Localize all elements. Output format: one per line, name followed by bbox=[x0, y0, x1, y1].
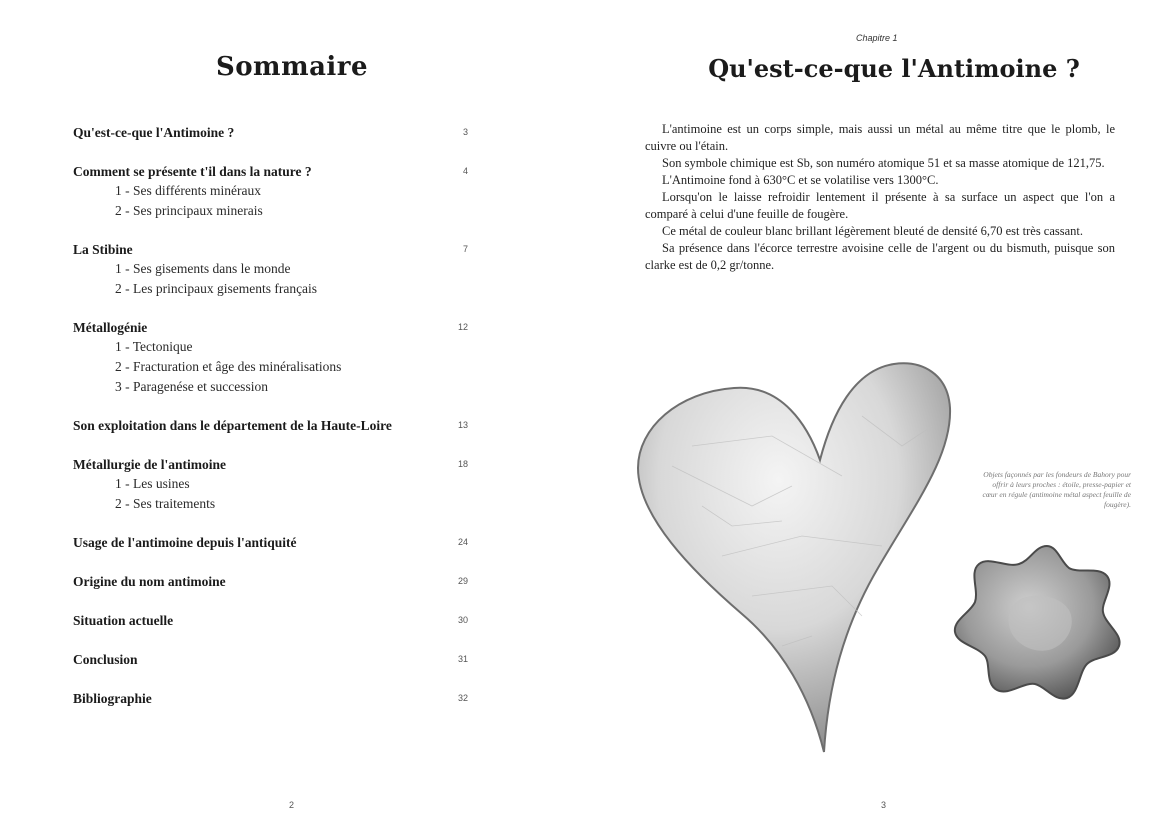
toc-entry-page: 12 bbox=[457, 322, 468, 333]
toc-entry-page: 4 bbox=[462, 166, 468, 176]
toc-entry bbox=[73, 456, 468, 474]
toc-entry-label: Métallurgie de l'antimoine bbox=[73, 457, 226, 473]
toc-entry-label: Situation actuelle bbox=[73, 613, 174, 629]
paragraph: Lorsqu'on le laisse refroidir lentement il présente à sa surface un aspect que l'on a comparé à celui d'une feuille de fougère. bbox=[645, 190, 1115, 221]
toc-entry bbox=[73, 651, 468, 669]
paragraph: Ce métal de couleur blanc brillant légèrement bleuté de densité 6,70 est très cassant. bbox=[662, 224, 1084, 238]
toc-entry bbox=[73, 319, 468, 337]
toc-entry-label: Conclusion bbox=[73, 652, 138, 668]
toc-entry-label: Usage de l'antimoine depuis l'antiquité bbox=[73, 535, 297, 551]
page-number-left: 2 bbox=[289, 800, 295, 810]
toc-subentry: 2 - Fracturation et âge des minéralisations bbox=[115, 359, 342, 374]
toc-entry-page: 30 bbox=[457, 615, 468, 626]
toc-entry bbox=[73, 534, 468, 552]
chapter-body bbox=[645, 121, 1115, 274]
toc-entry bbox=[73, 690, 468, 708]
toc-entry-page: 29 bbox=[457, 576, 468, 587]
toc-entry-page: 3 bbox=[462, 127, 468, 137]
paragraph: L'Antimoine fond à 630°C et se volatilise vers 1300°C. bbox=[662, 173, 939, 187]
toc-subentry: 1 - Tectonique bbox=[115, 339, 193, 355]
right-page bbox=[584, 0, 1168, 827]
toc-entry bbox=[73, 163, 468, 181]
toc-entry bbox=[73, 241, 468, 259]
toc-entry-label: Comment se présente t'il dans la nature ? bbox=[73, 164, 312, 179]
toc-entry bbox=[73, 417, 468, 435]
toc-entry bbox=[73, 124, 468, 142]
toc-entry-page: 24 bbox=[457, 537, 468, 548]
toc-subentry: 1 - Les usines bbox=[115, 476, 190, 492]
toc-entry-page: 32 bbox=[457, 693, 468, 704]
toc-entry bbox=[73, 612, 468, 630]
toc-subentry: 1 - Ses gisements dans le monde bbox=[115, 261, 291, 277]
toc-entry-page: 7 bbox=[462, 244, 468, 255]
toc-entry-label: Son exploitation dans le département de la Haute-Loire bbox=[73, 418, 392, 434]
page-number-right: 3 bbox=[881, 800, 887, 810]
paragraph: Son symbole chimique est Sb, son numéro atomique 51 et sa masse atomique de 121,75. bbox=[662, 156, 1105, 170]
toc-subentry: 1 - Ses différents minéraux bbox=[115, 183, 261, 198]
toc-entry-label: Origine du nom antimoine bbox=[73, 574, 226, 590]
toc-entry-page: 13 bbox=[457, 420, 468, 431]
toc-entry bbox=[73, 573, 468, 591]
toc-entry-page: 31 bbox=[457, 654, 468, 665]
photo-caption: Objets façonnés par les fondeurs de Bahory pour offrir à leurs proches : étoile, presse-papier et cœur en régule (antimoine métal aspect feuille de fougère). bbox=[982, 470, 1131, 509]
toc-subentry: 2 - Ses traitements bbox=[115, 495, 216, 511]
toc-entry-label: Bibliographie bbox=[73, 691, 152, 707]
toc-entry-label: Qu'est-ce-que l'Antimoine ? bbox=[73, 125, 235, 140]
chapter-label: Chapitre 1 bbox=[856, 33, 898, 43]
toc-subentry: 3 - Paragenése et succession bbox=[115, 378, 268, 394]
paragraph: L'antimoine est un corps simple, mais aussi un métal au même titre que le plomb, le cuivre ou l'étain. bbox=[645, 122, 1115, 153]
toc-subentry: 2 - Ses principaux minerais bbox=[115, 202, 263, 218]
toc-entry-label: La Stibine bbox=[73, 242, 133, 258]
chapter-title: Qu'est-ce-que l'Antimoine ? bbox=[708, 54, 1080, 83]
toc-title: Sommaire bbox=[215, 52, 369, 82]
toc-entry-page: 18 bbox=[457, 459, 468, 470]
antimony-star-photo bbox=[949, 540, 1129, 705]
toc-entry-label: Métallogénie bbox=[73, 320, 148, 336]
paragraph: Sa présence dans l'écorce terrestre avoisine celle de l'argent ou du bismuth, puisque son clarke est de 0,2 gr/tonne. bbox=[645, 241, 1115, 272]
toc-subentry: 2 - Les principaux gisements français bbox=[115, 280, 318, 296]
antimony-heart-photo bbox=[632, 356, 962, 756]
